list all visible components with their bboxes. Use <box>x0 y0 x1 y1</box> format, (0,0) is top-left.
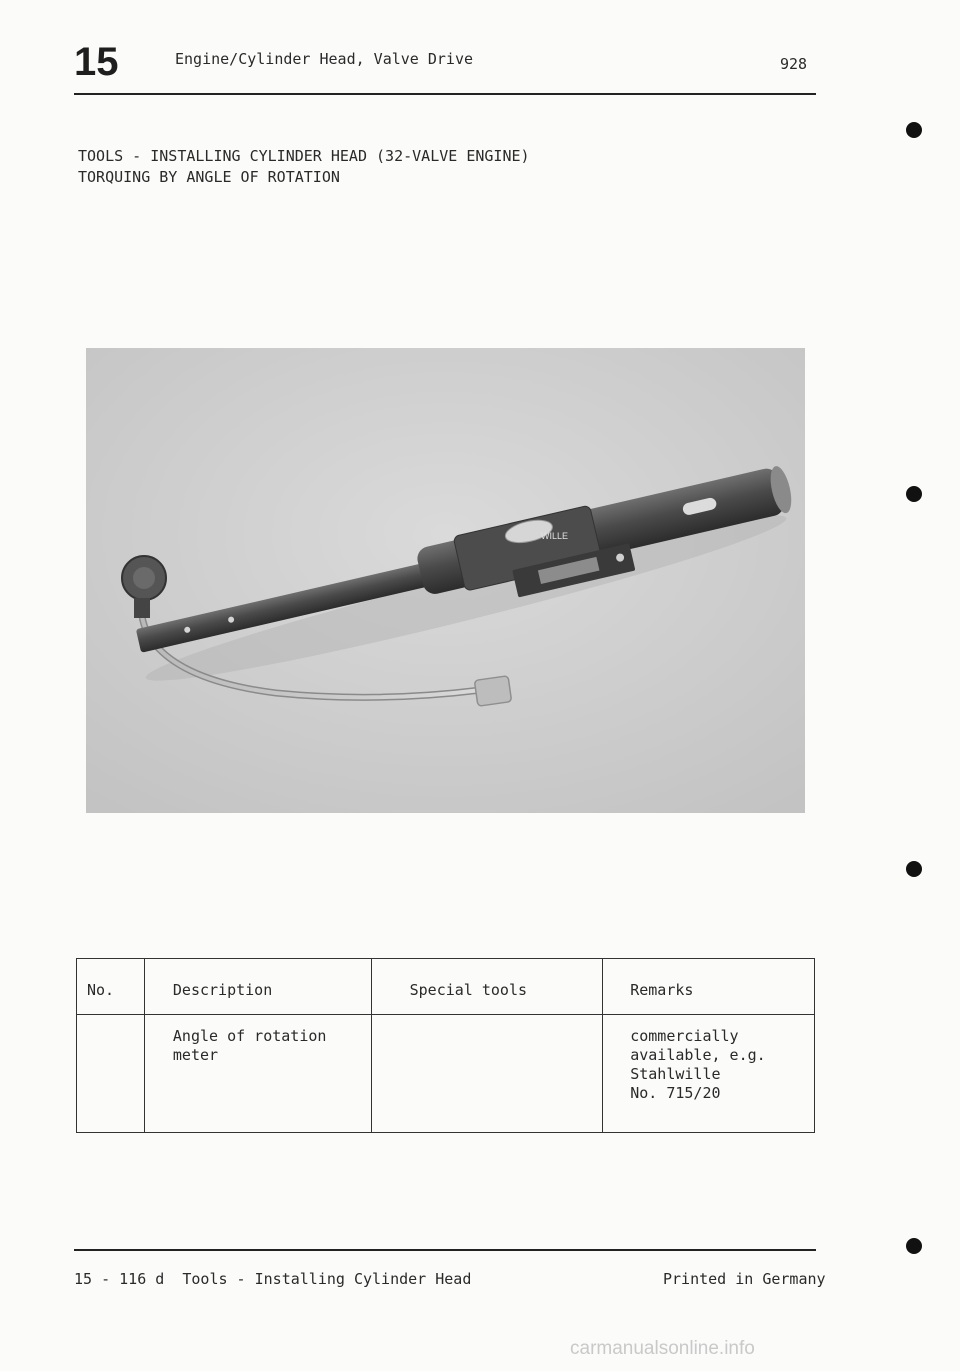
remarks-line: No. 715/20 <box>630 1084 721 1102</box>
model-number: 928 <box>780 55 808 73</box>
description-line: Angle of rotation <box>172 1027 327 1045</box>
table-header-row <box>77 959 815 1015</box>
page-title-line-2: TORQUING BY ANGLE OF ROTATION <box>78 168 340 186</box>
description-line: meter <box>172 1046 219 1064</box>
remarks-line: Stahlwille <box>630 1065 721 1083</box>
header-title: Engine/Cylinder Head, Valve Drive <box>175 50 474 68</box>
footer-page-reference: 15 - 116 d Tools - Installing Cylinder Head <box>74 1270 472 1288</box>
brand-label: WILLE <box>541 531 569 541</box>
footer-divider <box>74 1249 816 1251</box>
cell-special-tools <box>371 1015 603 1133</box>
binder-hole-mark <box>906 861 922 877</box>
remarks-line: available, e.g. <box>630 1046 766 1064</box>
section-number: 15 <box>74 40 119 84</box>
remarks-line: commercially <box>630 1027 739 1045</box>
cell-no <box>77 1015 145 1133</box>
page-title <box>78 146 530 188</box>
footer-printed-in: Printed in Germany <box>663 1270 826 1288</box>
page-title-line-1: TOOLS - INSTALLING CYLINDER HEAD (32-VALVE ENGINE) <box>78 147 530 165</box>
cell-remarks <box>603 1015 815 1133</box>
binder-hole-mark <box>906 486 922 502</box>
binder-hole-mark <box>906 1238 922 1254</box>
column-header-no: No. <box>77 959 145 1015</box>
angle-of-rotation-meter-photo <box>86 348 805 813</box>
header-divider <box>74 93 816 95</box>
binder-hole-mark <box>906 122 922 138</box>
cell-description <box>144 1015 371 1133</box>
column-header-special-tools: Special tools <box>371 959 603 1015</box>
table-row <box>77 1015 815 1133</box>
watermark: carmanualsonline.info <box>570 1338 755 1359</box>
tools-table <box>76 958 815 1133</box>
column-header-description: Description <box>144 959 371 1015</box>
column-header-remarks: Remarks <box>603 959 815 1015</box>
